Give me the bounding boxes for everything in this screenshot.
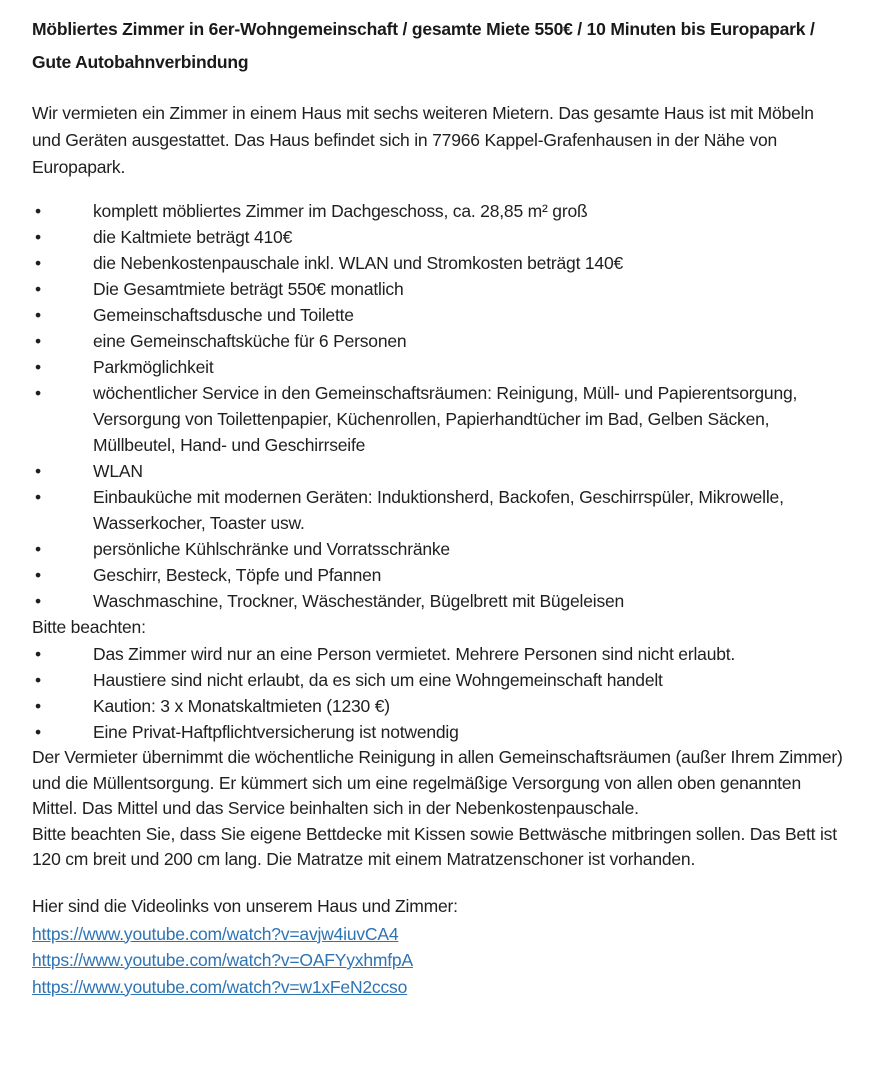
house-features-list xyxy=(32,302,844,614)
house-feature-item: • Waschmaschine, Trockner, Wäscheständer, Bügelbrett mit Bügeleisen xyxy=(32,588,844,614)
bedding-paragraph: Bitte beachten Sie, dass Sie eigene Bettdecke mit Kissen sowie Bettwäsche mitbringen sollen. Das Bett ist 120 cm breit und 200 cm lang. Die Matratze mit einem Matratzenschoner ist vorhanden. xyxy=(32,823,837,869)
rent-features-list xyxy=(32,198,844,302)
house-feature-item: • Gemeinschaftsdusche und Toilette xyxy=(32,302,844,328)
page-title: Möbliertes Zimmer in 6er-Wohngemeinschaft / gesamte Miete 550€ / 10 Minuten bis Europapark / Gute Autobahnverbindung xyxy=(32,19,815,72)
house-feature-item: • Parkmöglichkeit xyxy=(32,354,844,380)
house-feature-item: • WLAN xyxy=(32,458,844,484)
house-feature-item: • eine Gemeinschaftsküche für 6 Personen xyxy=(32,328,844,354)
note-item: • Das Zimmer wird nur an eine Person vermietet. Mehrere Personen sind nicht erlaubt. xyxy=(32,641,844,667)
note-item: • Haustiere sind nicht erlaubt, da es sich um eine Wohngemeinschaft handelt xyxy=(32,667,844,693)
note-item: • Eine Privat-Haftpflichtversicherung ist notwendig xyxy=(32,719,844,745)
rent-feature-item: • die Nebenkostenpauschale inkl. WLAN und Stromkosten beträgt 140€ xyxy=(32,250,844,276)
video-links-block xyxy=(32,921,844,1001)
video-link-house-2[interactable]: https://www.youtube.com/watch?v=OAFYyxhmfpA xyxy=(32,950,413,970)
note-item: • Kaution: 3 x Monatskaltmieten (1230 €) xyxy=(32,693,844,719)
notes-list xyxy=(32,641,844,745)
intro-paragraph: Wir vermieten ein Zimmer in einem Haus mit sechs weiteren Mietern. Das gesamte Haus ist mit Möbeln und Geräten ausgestattet. Das Haus befindet sich in 77966 Kappel-Grafenhausen in der Nähe von Europapark. xyxy=(32,103,814,177)
house-feature-item: • persönliche Kühlschränke und Vorratsschränke xyxy=(32,536,844,562)
rent-feature-item: • die Kaltmiete beträgt 410€ xyxy=(32,224,844,250)
landlord-service-paragraph: Der Vermieter übernimmt die wöchentliche Reinigung in allen Gemeinschaftsräumen (außer Ihrem Zimmer) und die Müllentsorgung. Er kümmert sich um eine regelmäßige Versorgung von allen oben genannten Mittel. Das Mittel und das Service beinhalten sich in der Nebenkostenpauschale. xyxy=(32,747,843,818)
notes-heading: Bitte beachten: xyxy=(32,617,146,637)
house-feature-item: • wöchentlicher Service in den Gemeinschaftsräumen: Reinigung, Müll- und Papierentsorgung, Versorgung von Toilettenpapier, Küchenrollen, Papierhandtücher im Bad, Gelben Säcken, Müllbeutel, Hand- und Geschirrseife xyxy=(32,380,844,458)
video-link-room[interactable]: https://www.youtube.com/watch?v=w1xFeN2ccso xyxy=(32,976,408,997)
video-link-house-1[interactable]: https://www.youtube.com/watch?v=avjw4iuvCA4 xyxy=(32,923,399,944)
rent-feature-item: • Die Gesamtmiete beträgt 550€ monatlich xyxy=(32,276,844,302)
house-feature-item: • Einbauküche mit modernen Geräten: Induktionsherd, Backofen, Geschirrspüler, Mikrowelle, Wasserkocher, Toaster usw. xyxy=(32,484,844,536)
rent-feature-item: • komplett möbliertes Zimmer im Dachgeschoss, ca. 28,85 m² groß xyxy=(32,198,844,224)
house-feature-item: • Geschirr, Besteck, Töpfe und Pfannen xyxy=(32,562,844,588)
video-links-heading: Hier sind die Videolinks von unserem Haus und Zimmer: xyxy=(32,895,458,916)
